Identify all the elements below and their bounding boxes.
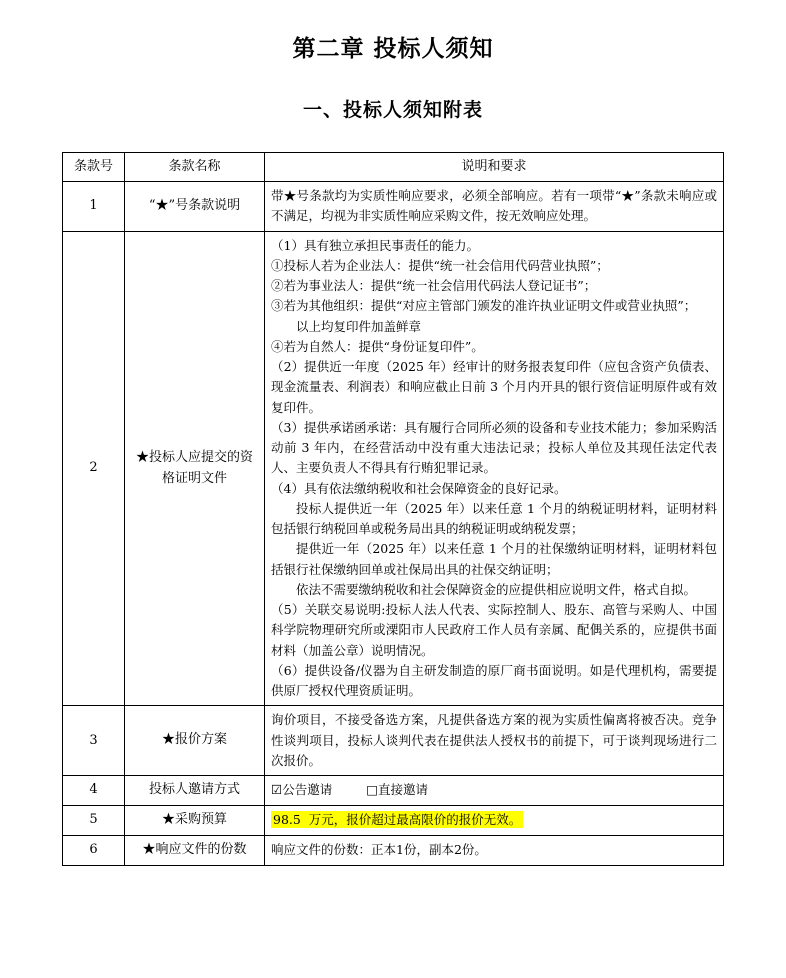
column-header-description: 说明和要求 <box>265 153 724 182</box>
clause-description <box>265 706 724 776</box>
clause-no: 3 <box>63 706 125 776</box>
column-header-clause-name: 条款名称 <box>125 153 265 182</box>
table-row <box>63 835 724 865</box>
clause-name: ★采购预算 <box>125 805 265 835</box>
bidder-instructions-table <box>62 152 724 866</box>
desc-paragraph: 以上均复印件加盖鲜章 <box>296 318 422 334</box>
table-row <box>63 776 724 806</box>
clause-description <box>265 835 724 865</box>
budget-description <box>265 805 724 835</box>
desc-paragraph: （6）提供设备/仪器为自主研发制造的原厂商书面说明。如是代理机构，需要提供原厂授权代理资质证明。 <box>271 662 717 699</box>
table-row <box>63 231 724 706</box>
clause-no: 6 <box>63 835 125 865</box>
table-row <box>63 805 724 835</box>
desc-paragraph: 提供近一年（2025 年）以来任意 1 个月的社保缴纳证明材料，证明材料包括银行社保缴纳回单或社保局出具的社保交纳证明； <box>271 541 717 577</box>
clause-name: ★响应文件的份数 <box>125 835 265 865</box>
table-header <box>63 153 724 182</box>
clause-no: 1 <box>63 182 125 232</box>
clause-name: ★投标人应提交的资格证明文件 <box>125 231 265 706</box>
desc-paragraph: ①投标人若为企业法人：提供“统一社会信用代码营业执照”； <box>271 257 609 273</box>
budget-highlight <box>271 811 523 828</box>
invitation-method-options <box>265 776 724 806</box>
desc-paragraph: 依法不需要缴纳税收和社会保障资金的应提供相应说明文件，格式自拟。 <box>296 581 697 597</box>
document-page <box>0 30 786 978</box>
desc-paragraph: （5）关联交易说明:投标人法人代表、实际控制人、股东、高管与采购人、中国科学院物理研究所或溧阳市人民政府工作人员有亲属、配偶关系的，应提供书面材料（加盖公章）说明情况。 <box>271 602 717 658</box>
desc-paragraph: ④若为自然人：提供“身份证复印件”。 <box>271 338 484 354</box>
table-row <box>63 706 724 776</box>
clause-description <box>265 231 724 706</box>
column-header-clause-no: 条款号 <box>63 153 125 182</box>
clause-no: 2 <box>63 231 125 706</box>
clause-no: 4 <box>63 776 125 806</box>
desc-paragraph: 响应文件的份数：正本1份，副本2份。 <box>271 842 487 857</box>
desc-paragraph: （3）提供承诺函承诺：具有履行合同所必须的设备和专业技术能力；参加采购活动前 3 年内，在经营活动中没有重大违法记录；投标人单位及其现任法定代表人、主要负责人不得具有行贿犯罪记录。 <box>271 419 717 476</box>
desc-paragraph: （4）具有依法缴纳税收和社会保障资金的良好记录。 <box>271 480 567 496</box>
budget-value: 98.5 <box>273 812 301 828</box>
desc-paragraph: （1）具有独立承担民事责任的能力。 <box>271 237 479 253</box>
clause-name: ★报价方案 <box>125 706 265 776</box>
desc-paragraph: ③若为其他组织：提供“对应主管部门颁发的准许执业证明文件或营业执照”； <box>271 298 697 314</box>
desc-paragraph: （2）提供近一年度（2025 年）经审计的财务报表复印件（应包含资产负债表、现金流量表、利润表）和响应截止日前 3 个月内开具的银行资信证明原件或有效复印件。 <box>271 359 717 415</box>
desc-paragraph: ②若为事业法人：提供“统一社会信用代码法人登记证书”； <box>271 278 597 294</box>
table-body <box>63 182 724 865</box>
clause-name: “★”号条款说明 <box>125 182 265 232</box>
clause-description <box>265 182 724 232</box>
clause-no: 5 <box>63 805 125 835</box>
checkbox-public-announcement[interactable]: ☑公告邀请 <box>271 782 333 798</box>
desc-paragraph: 投标人提供近一年（2025 年）以来任意 1 个月的纳税证明材料，证明材料包括银行纳税回单或税务局出具的纳税证明或纳税发票； <box>271 500 717 537</box>
checkbox-direct-invitation[interactable]: □直接邀请 <box>366 782 428 798</box>
table-header-row <box>63 153 724 182</box>
desc-paragraph: 带★号条款均为实质性响应要求，必须全部响应。若有一项带“★”条款未响应或不满足，均视为非实质性响应采购文件，按无效响应处理。 <box>271 188 717 224</box>
page-subtitle: 一、投标人须知附表 <box>302 99 483 121</box>
budget-text: 万元，报价超过最高限价的报价无效。 <box>308 812 522 828</box>
page-title: 第二章 投标人须知 <box>292 35 494 62</box>
clause-name: 投标人邀请方式 <box>125 776 265 806</box>
desc-paragraph: 询价项目，不接受备选方案，凡提供备选方案的视为实质性偏离将被否决。竞争性谈判项目，投标人谈判代表在提供法人授权书的前提下，可于谈判现场进行二次报价。 <box>271 712 717 768</box>
table-row <box>63 182 724 232</box>
